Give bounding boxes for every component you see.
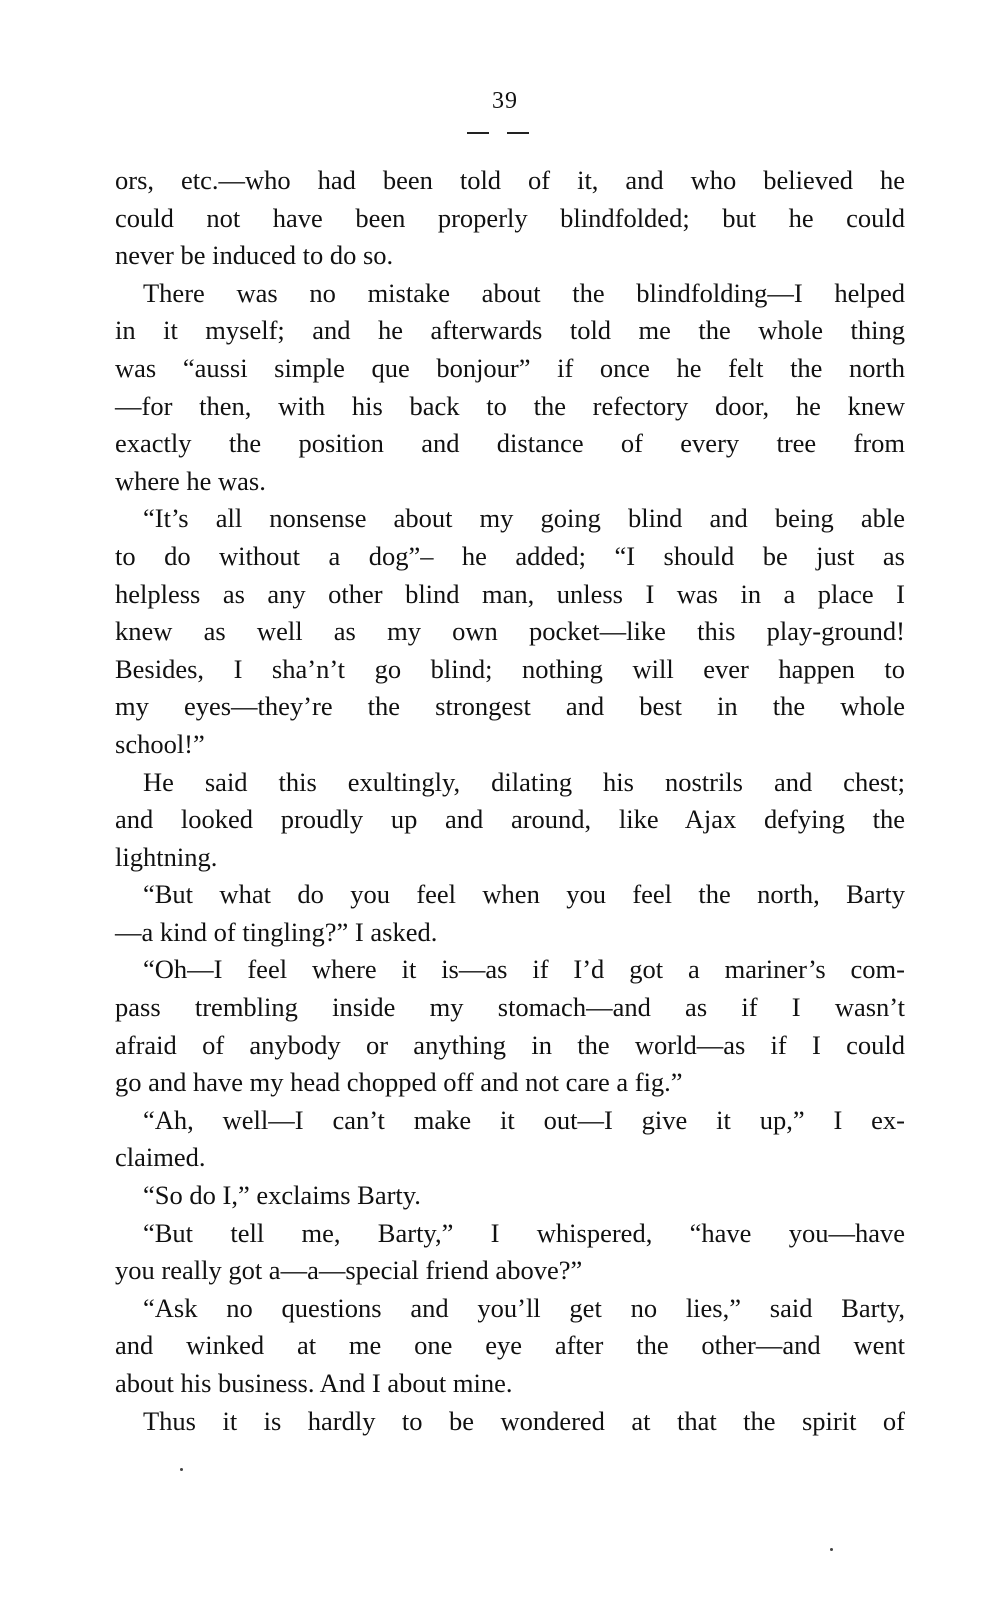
rule-dash-right (507, 132, 529, 134)
text-line: in it myself; and he afterwards told me the whole thing (115, 315, 905, 346)
text-line: was “aussi simple que bonjour” if once he felt the north (115, 352, 905, 383)
text-line: never be induced to do so. (115, 240, 394, 271)
text-line: Thus it is hardly to be wondered at that the spirit of (143, 1405, 905, 1436)
text-line: and looked proudly up and around, like Ajax defying the (115, 804, 905, 835)
text-line: “So do I,” exclaims Barty. (143, 1180, 421, 1211)
text-line: about his business. And I about mine. (115, 1368, 513, 1398)
text-line: “But tell me, Barty,” I whispered, “have you—have (143, 1217, 905, 1248)
text-line: pass trembling inside my stomach—and as if I wasn’t (115, 992, 905, 1023)
text-line: where he was. (115, 465, 266, 496)
paragraph (115, 1290, 905, 1403)
paragraph (115, 1215, 905, 1290)
text-line: claimed. (115, 1142, 206, 1173)
text-line: you really got a—a—special friend above?” (115, 1255, 583, 1286)
text-line: “Ask no questions and you’ll get no lies,” said Barty, (143, 1292, 905, 1323)
text-line: knew as well as my own pocket—like this play-ground! (115, 616, 905, 647)
text-line: “It’s all nonsense about my going blind and being able (143, 503, 905, 534)
text-line: to do without a dog”– he added; “I should be just as (115, 540, 905, 571)
text-line: helpless as any other blind man, unless I was in a place I (115, 578, 905, 609)
text-line: ors, etc.—who had been told of it, and who believed he (115, 165, 905, 195)
rule-dash-left (467, 132, 489, 134)
text-line: go and have my head chopped off and not care a fig.” (115, 1067, 683, 1098)
page-number-rule (467, 132, 531, 134)
page-number: 39 (492, 88, 518, 114)
text-line: could not have been properly blindfolded; but he could (115, 202, 905, 233)
paragraph (115, 1403, 905, 1441)
text-line: my eyes—they’re the strongest and best in the whole (115, 691, 905, 722)
text-line: Besides, I sha’n’t go blind; nothing will ever happen to (115, 653, 905, 684)
paragraph (115, 764, 905, 877)
paragraph (115, 876, 905, 951)
text-line: afraid of anybody or anything in the world—as if I could (115, 1029, 905, 1060)
text-line: There was no mistake about the blindfolding—I helped (143, 277, 905, 308)
text-line: He said this exultingly, dilating his nostrils and chest; (143, 766, 905, 797)
text-line: exactly the position and distance of every tree from (115, 428, 905, 459)
paragraph (115, 500, 905, 763)
text-line: “Oh—I feel where it is—as if I’d got a mariner’s com- (143, 954, 905, 985)
text-line: and winked at me one eye after the other—and went (115, 1330, 905, 1361)
paragraph (115, 1102, 905, 1177)
paragraph (115, 275, 905, 501)
text-line: —for then, with his back to the refectory door, he knew (115, 390, 905, 421)
text-line: “But what do you feel when you feel the north, Barty (143, 879, 905, 910)
text-line: “Ah, well—I can’t make it out—I give it up,” I ex- (143, 1104, 905, 1135)
paragraph (115, 162, 905, 275)
text-line: lightning. (115, 841, 218, 872)
paragraph (115, 951, 905, 1101)
paragraph (115, 1177, 905, 1215)
paper-speck (180, 1468, 183, 1471)
text-line: school!” (115, 728, 205, 759)
paper-speck (830, 1548, 833, 1551)
text-line: —a kind of tingling?” I asked. (115, 916, 438, 947)
body-text (115, 162, 905, 1440)
